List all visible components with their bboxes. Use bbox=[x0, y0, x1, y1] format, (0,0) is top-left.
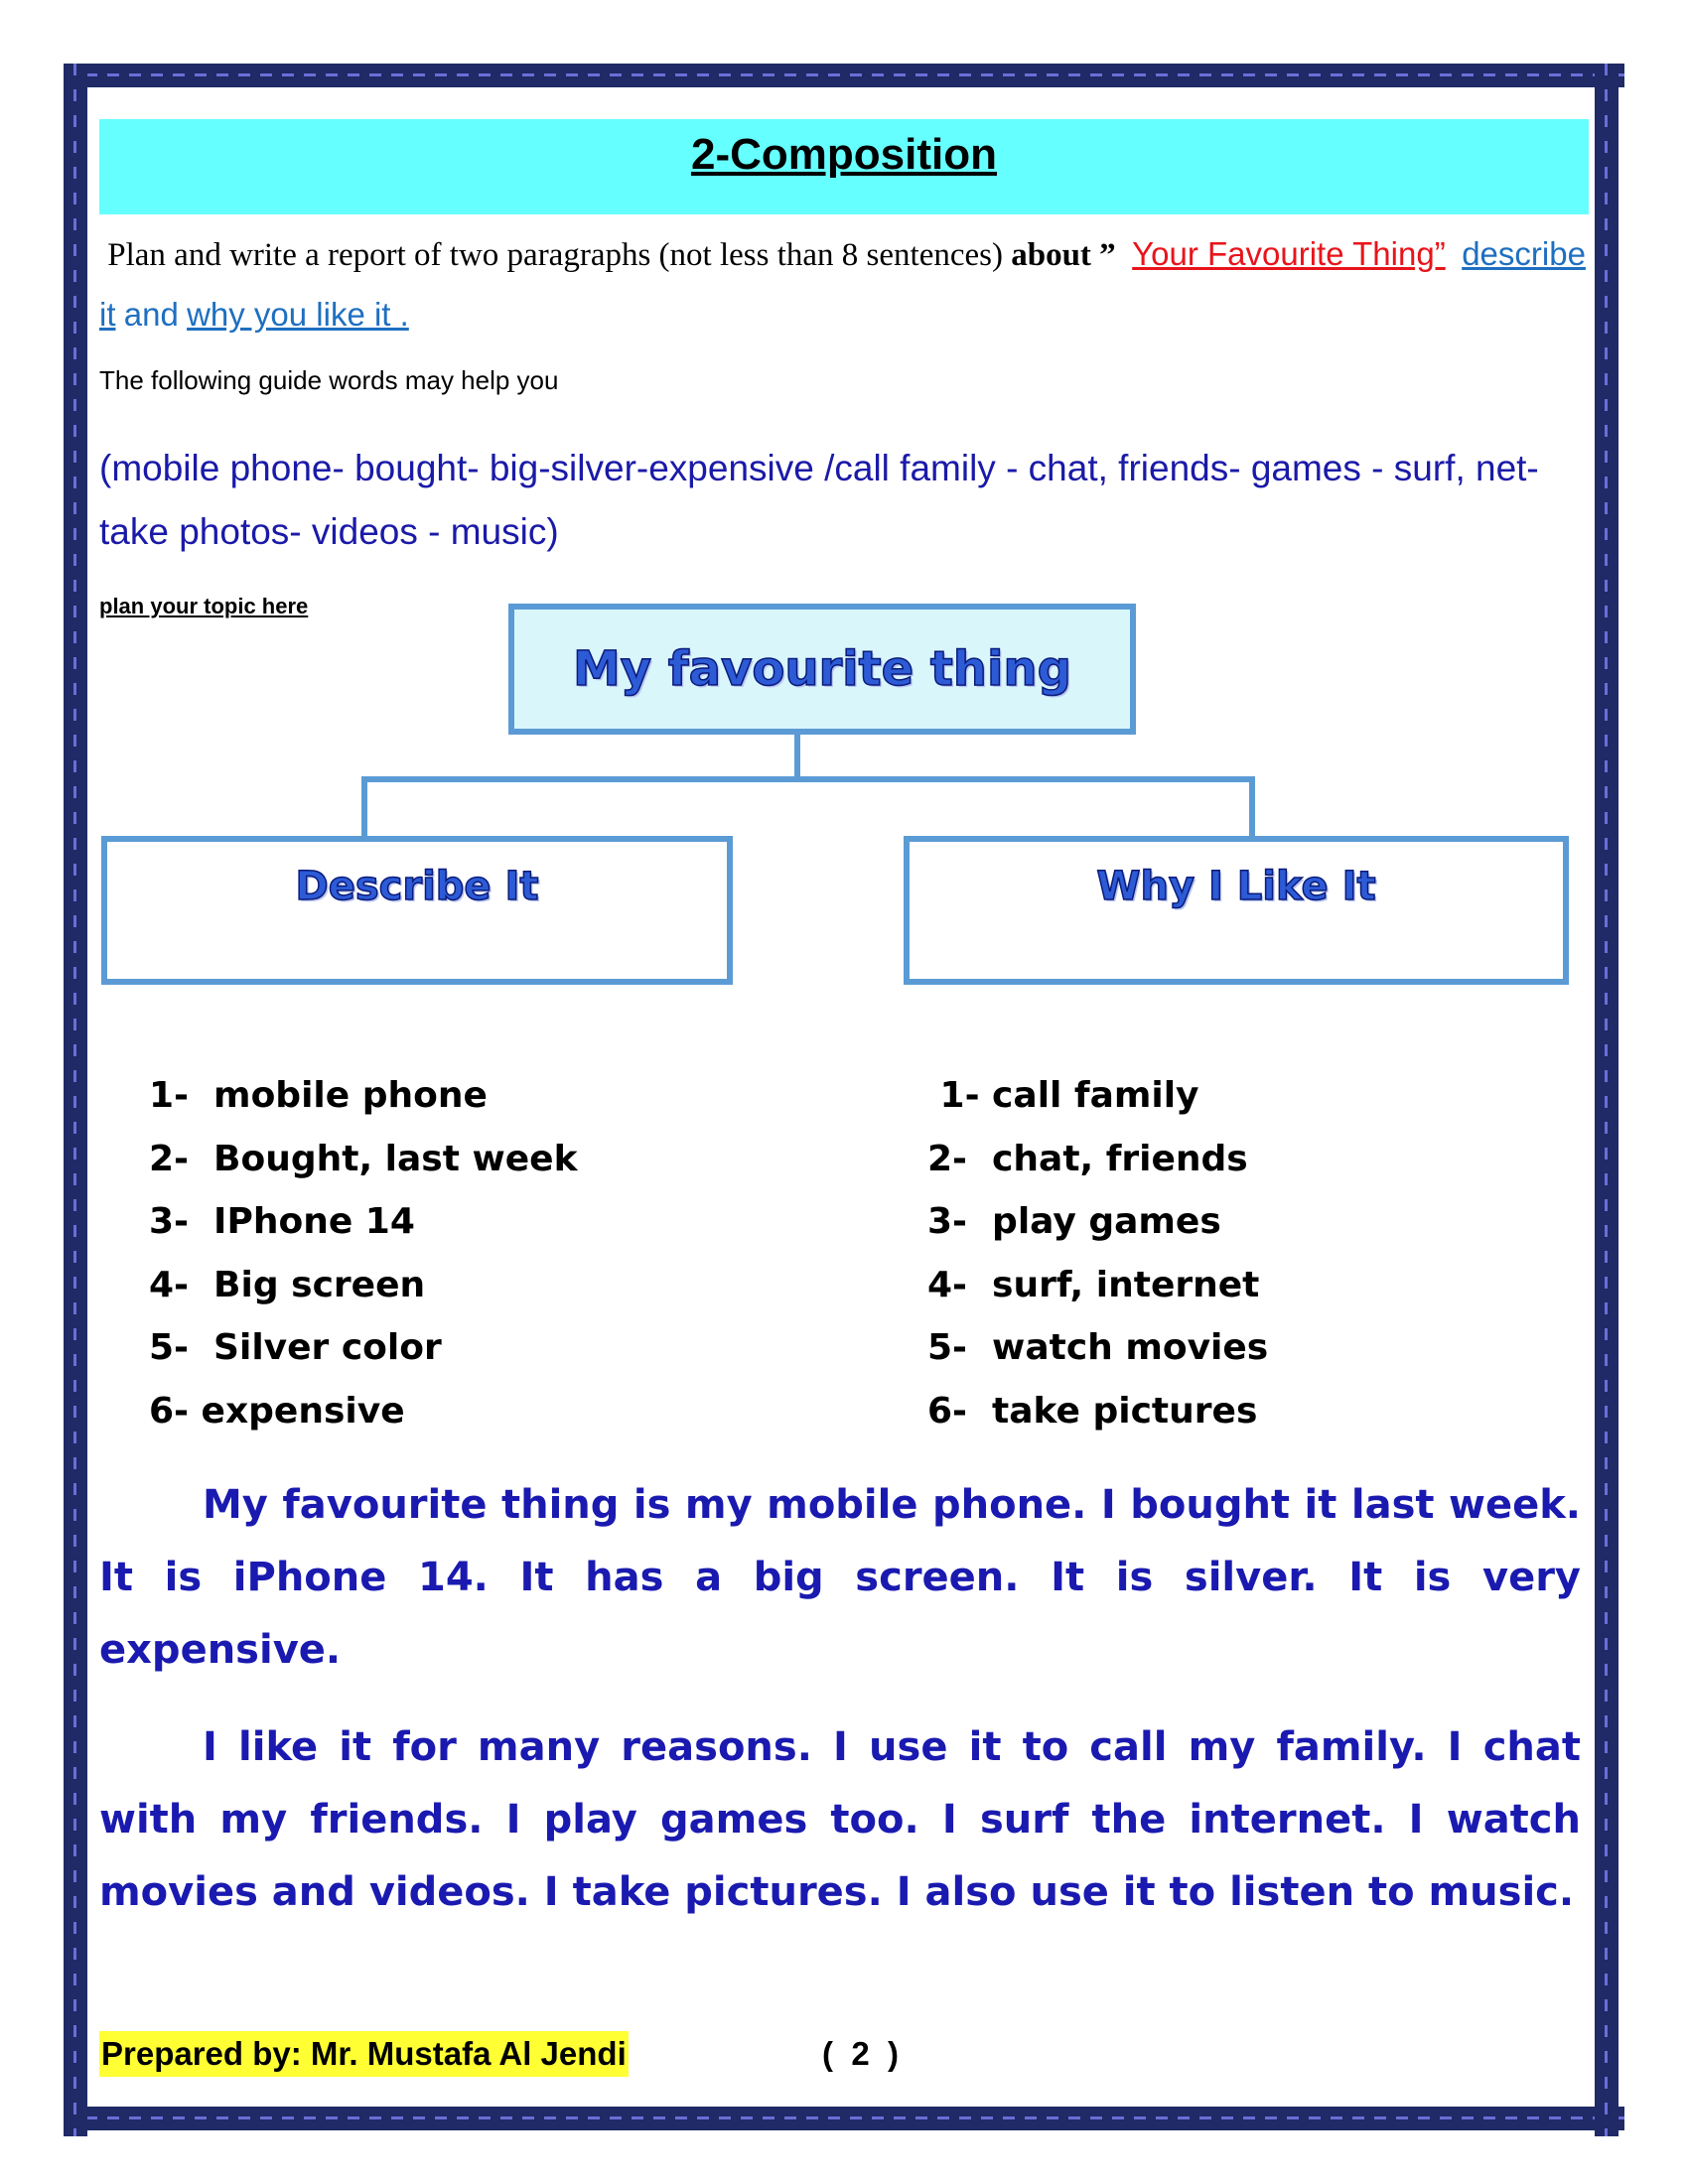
instructions bbox=[99, 224, 1589, 345]
list-item: 3- play games bbox=[927, 1201, 1221, 1242]
instructions-describe: describe it bbox=[99, 235, 1586, 333]
mindmap-main-label: My favourite thing bbox=[573, 641, 1071, 697]
connector-horizontal bbox=[361, 776, 1255, 782]
title-band bbox=[99, 119, 1589, 214]
list-item: 5- Silver color bbox=[149, 1327, 442, 1368]
guide-label: The following guide words may help you bbox=[99, 365, 559, 395]
paragraph-why: I like it for many reasons. I use it to call my family. I chat with my friends. I play games too. I surf the internet. I watch movies and videos. I take pictures. I also use it to listen to music. bbox=[99, 1724, 1581, 1915]
page-number: ( 2 ) bbox=[822, 2035, 900, 2072]
plan-label: plan your topic here bbox=[99, 594, 309, 618]
instructions-topic: Your Favourite Thing” bbox=[1132, 235, 1446, 272]
list-item: 1- call family bbox=[927, 1075, 1199, 1116]
list-item: 6- take pictures bbox=[927, 1390, 1258, 1432]
instructions-and: and bbox=[123, 296, 179, 333]
mindmap-describe-box bbox=[101, 836, 733, 985]
mindmap-why-label: Why I Like It bbox=[1096, 864, 1376, 909]
page-title: 2-Composition bbox=[691, 130, 997, 179]
prepared-by: Prepared by: Mr. Mustafa Al Jendi bbox=[99, 2031, 629, 2077]
list-item: 6- expensive bbox=[149, 1390, 405, 1432]
instructions-why: why you like it . bbox=[187, 296, 409, 333]
list-item: 2- chat, friends bbox=[927, 1138, 1248, 1179]
instructions-about: about ” bbox=[1011, 237, 1116, 273]
connector-vertical-main bbox=[794, 735, 800, 782]
mindmap-why-box bbox=[904, 836, 1569, 985]
list-item: 4- Big screen bbox=[149, 1264, 426, 1305]
list-item: 4- surf, internet bbox=[927, 1264, 1260, 1305]
mindmap-main-box bbox=[508, 604, 1136, 735]
list-item: 3- IPhone 14 bbox=[149, 1201, 415, 1242]
why-list bbox=[927, 1064, 1268, 1442]
list-item: 5- watch movies bbox=[927, 1327, 1269, 1368]
list-item: 1- mobile phone bbox=[149, 1075, 488, 1116]
connector-vertical-left bbox=[361, 776, 367, 838]
paragraph-describe: My favourite thing is my mobile phone. I bought it last week. It is iPhone 14. It has a big screen. It is silver. It is very expensive. bbox=[99, 1482, 1581, 1673]
describe-list bbox=[149, 1064, 578, 1442]
page-border-right bbox=[1595, 64, 1624, 2136]
page-border-top bbox=[64, 64, 1624, 93]
list-item: 2- Bought, last week bbox=[149, 1138, 578, 1179]
page-border-bottom bbox=[64, 2107, 1624, 2136]
mindmap-describe-label: Describe It bbox=[295, 864, 539, 909]
instructions-text: Plan and write a report of two paragraphs (not less than 8 sentences) bbox=[107, 237, 1003, 273]
guide-words: (mobile phone- bought- big-silver-expensive /call family - chat, friends- games - surf, net- take photos- videos - music) bbox=[99, 448, 1539, 552]
page-border-left bbox=[64, 64, 93, 2136]
connector-vertical-right bbox=[1249, 776, 1255, 838]
